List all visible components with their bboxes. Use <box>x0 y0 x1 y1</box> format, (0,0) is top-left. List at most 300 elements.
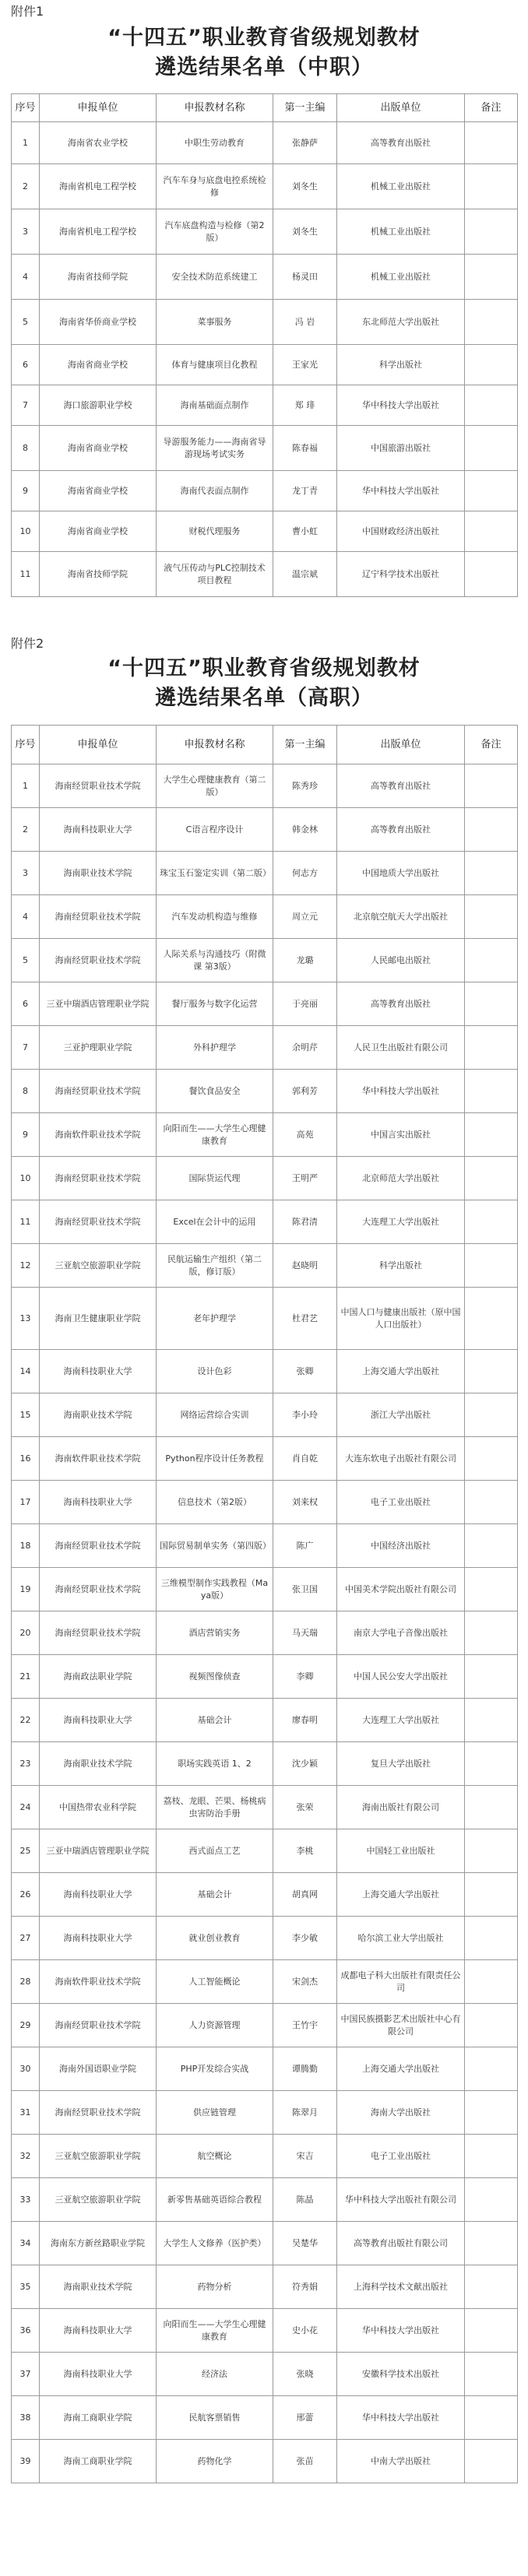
publisher-cell: 海南大学出版社 <box>337 2091 465 2135</box>
table-row <box>12 1960 518 2004</box>
chief-editor-cell: 沈少颖 <box>273 1742 337 1786</box>
publisher-cell: 电子工业出版社 <box>337 1481 465 1524</box>
publisher-cell: 东北师范大学出版社 <box>337 300 465 345</box>
remarks-cell <box>465 2396 518 2440</box>
table-row <box>12 982 518 1026</box>
serial-number-cell: 15 <box>12 1393 40 1437</box>
publisher-cell: 电子工业出版社 <box>337 2135 465 2178</box>
chief-editor-cell: 邢蕾 <box>273 2396 337 2440</box>
textbook-name-cell: 中职生劳动教育 <box>157 122 273 164</box>
publisher-cell: 中国财政经济出版社 <box>337 511 465 552</box>
textbook-name-cell: 药物分析 <box>157 2265 273 2309</box>
applicant-unit-cell: 海南科技职业大学 <box>40 1699 157 1742</box>
publisher-cell: 高等教育出版社 <box>337 982 465 1026</box>
table-row <box>12 808 518 852</box>
remarks-cell <box>465 982 518 1026</box>
publisher-cell: 高等教育出版社 <box>337 808 465 852</box>
serial-number-cell: 1 <box>12 764 40 808</box>
remarks-cell <box>465 471 518 511</box>
remarks-cell <box>465 300 518 345</box>
remarks-cell <box>465 852 518 895</box>
serial-number-cell: 6 <box>12 345 40 385</box>
chief-editor-cell: 张卫国 <box>273 1568 337 1611</box>
chief-editor-cell: 周立元 <box>273 895 337 939</box>
remarks-cell <box>465 1393 518 1437</box>
table-row <box>12 1288 518 1350</box>
remarks-cell <box>465 1917 518 1960</box>
remarks-cell <box>465 2222 518 2265</box>
table-row <box>12 1829 518 1873</box>
table-row <box>12 1244 518 1288</box>
applicant-unit-cell: 海南科技职业大学 <box>40 1873 157 1917</box>
serial-number-cell: 26 <box>12 1873 40 1917</box>
serial-number-cell: 18 <box>12 1524 40 1568</box>
textbook-name-cell: 餐厅服务与数字化运营 <box>157 982 273 1026</box>
table-row <box>12 471 518 511</box>
serial-number-cell: 10 <box>12 511 40 552</box>
serial-number-cell: 1 <box>12 122 40 164</box>
applicant-unit-cell: 海南东方新丝路职业学院 <box>40 2222 157 2265</box>
textbook-name-cell: 药物化学 <box>157 2440 273 2483</box>
table-row <box>12 1568 518 1611</box>
textbook-name-cell: 餐饮食品安全 <box>157 1070 273 1113</box>
applicant-unit-cell: 海南软件职业技术学院 <box>40 1113 157 1157</box>
table-row <box>12 852 518 895</box>
chief-editor-cell: 李小玲 <box>273 1393 337 1437</box>
textbook-name-cell: 导游服务能力——海南省导游现场考试实务 <box>157 426 273 471</box>
table-row <box>12 1350 518 1393</box>
table-row <box>12 1393 518 1437</box>
chief-editor-cell: 张晓 <box>273 2353 337 2396</box>
textbook-name-cell: 人力资源管理 <box>157 2004 273 2047</box>
table-header-row <box>12 726 518 764</box>
serial-number-cell: 32 <box>12 2135 40 2178</box>
section-1-title-line-2: 遴选结果名单（中职） <box>155 55 373 79</box>
textbook-name-cell: 国际货运代理 <box>157 1157 273 1200</box>
remarks-cell <box>465 2091 518 2135</box>
textbook-name-cell: 向阳而生——大学生心理健康教育 <box>157 2309 273 2353</box>
table-row <box>12 255 518 300</box>
chief-editor-cell: 马天瑞 <box>273 1611 337 1655</box>
publisher-cell: 华中科技大学出版社 <box>337 2396 465 2440</box>
chief-editor-cell: 张卿 <box>273 1350 337 1393</box>
serial-number-cell: 34 <box>12 2222 40 2265</box>
serial-number-cell: 13 <box>12 1288 40 1350</box>
chief-editor-cell: 陈君清 <box>273 1200 337 1244</box>
remarks-cell <box>465 1568 518 1611</box>
chief-editor-cell: 王竹宇 <box>273 2004 337 2047</box>
remarks-cell <box>465 1611 518 1655</box>
publisher-cell: 高等教育出版社 <box>337 764 465 808</box>
section-2-title-line-2: 遴选结果名单（高职） <box>155 686 373 710</box>
table-row <box>12 1917 518 1960</box>
chief-editor-cell: 陈广 <box>273 1524 337 1568</box>
publisher-cell: 高等教育出版社 <box>337 122 465 164</box>
serial-number-cell: 8 <box>12 1070 40 1113</box>
publisher-cell: 大连理工大学出版社 <box>337 1200 465 1244</box>
remarks-cell <box>465 552 518 597</box>
applicant-unit-cell: 海南科技职业大学 <box>40 1350 157 1393</box>
applicant-unit-cell: 三亚航空旅游职业学院 <box>40 2135 157 2178</box>
table-row <box>12 1524 518 1568</box>
column-header-publisher: 出版单位 <box>337 94 465 122</box>
remarks-cell <box>465 1350 518 1393</box>
textbook-name-cell: 财税代理服务 <box>157 511 273 552</box>
serial-number-cell: 37 <box>12 2353 40 2396</box>
applicant-unit-cell: 海南经贸职业技术学院 <box>40 2091 157 2135</box>
remarks-cell <box>465 122 518 164</box>
textbook-name-cell: 网络运营综合实训 <box>157 1393 273 1437</box>
textbook-name-cell: 人工智能概论 <box>157 1960 273 2004</box>
table-row <box>12 1742 518 1786</box>
chief-editor-cell: 张静萨 <box>273 122 337 164</box>
remarks-cell <box>465 511 518 552</box>
publisher-cell: 上海交通大学出版社 <box>337 2047 465 2091</box>
serial-number-cell: 2 <box>12 164 40 209</box>
applicant-unit-cell: 海南工商职业学院 <box>40 2440 157 2483</box>
column-header-textbook-name: 申报教材名称 <box>157 726 273 764</box>
textbook-name-cell: 向阳而生——大学生心理健康教育 <box>157 1113 273 1157</box>
applicant-unit-cell: 海南职业技术学院 <box>40 2265 157 2309</box>
chief-editor-cell: 韩金林 <box>273 808 337 852</box>
chief-editor-cell: 李卿 <box>273 1655 337 1699</box>
column-header-remarks: 备注 <box>465 726 518 764</box>
applicant-unit-cell: 海南软件职业技术学院 <box>40 1437 157 1481</box>
section-1-table <box>11 93 518 597</box>
remarks-cell <box>465 2004 518 2047</box>
textbook-name-cell: 汽车底盘构造与检修（第2版） <box>157 209 273 255</box>
serial-number-cell: 10 <box>12 1157 40 1200</box>
serial-number-cell: 9 <box>12 471 40 511</box>
applicant-unit-cell: 三亚中瑞酒店管理职业学院 <box>40 1829 157 1873</box>
remarks-cell <box>465 2047 518 2091</box>
textbook-name-cell: Python程序设计任务教程 <box>157 1437 273 1481</box>
table-row <box>12 2091 518 2135</box>
applicant-unit-cell: 三亚航空旅游职业学院 <box>40 1244 157 1288</box>
remarks-cell <box>465 1288 518 1350</box>
chief-editor-cell: 吴楚华 <box>273 2222 337 2265</box>
remarks-cell <box>465 2135 518 2178</box>
textbook-name-cell: 三维模型制作实践教程（Maya版） <box>157 1568 273 1611</box>
publisher-cell: 机械工业出版社 <box>337 164 465 209</box>
textbook-name-cell: 汽车车身与底盘电控系统检修 <box>157 164 273 209</box>
table-row <box>12 1873 518 1917</box>
remarks-cell <box>465 939 518 982</box>
column-header-publisher: 出版单位 <box>337 726 465 764</box>
remarks-cell <box>465 2440 518 2483</box>
chief-editor-cell: 杜君艺 <box>273 1288 337 1350</box>
chief-editor-cell: 龙丁青 <box>273 471 337 511</box>
chief-editor-cell: 史小花 <box>273 2309 337 2353</box>
column-header-applicant-unit: 申报单位 <box>40 94 157 122</box>
publisher-cell: 中国言实出版社 <box>337 1113 465 1157</box>
chief-editor-cell: 张苗 <box>273 2440 337 2483</box>
publisher-cell: 中国经济出版社 <box>337 1524 465 1568</box>
applicant-unit-cell: 海口旅游职业学校 <box>40 385 157 426</box>
publisher-cell: 科学出版社 <box>337 345 465 385</box>
chief-editor-cell: 肖自乾 <box>273 1437 337 1481</box>
textbook-name-cell: 液气压传动与PLC控制技术项目教程 <box>157 552 273 597</box>
serial-number-cell: 29 <box>12 2004 40 2047</box>
remarks-cell <box>465 1960 518 2004</box>
table-row <box>12 1070 518 1113</box>
chief-editor-cell: 赵晓明 <box>273 1244 337 1288</box>
serial-number-cell: 24 <box>12 1786 40 1829</box>
textbook-name-cell: 民航客票销售 <box>157 2396 273 2440</box>
applicant-unit-cell: 海南职业技术学院 <box>40 852 157 895</box>
remarks-cell <box>465 1873 518 1917</box>
table-row <box>12 164 518 209</box>
textbook-name-cell: 外科护理学 <box>157 1026 273 1070</box>
table-row <box>12 895 518 939</box>
table-row <box>12 2396 518 2440</box>
textbook-name-cell: 视频图像侦查 <box>157 1655 273 1699</box>
serial-number-cell: 6 <box>12 982 40 1026</box>
table-row <box>12 426 518 471</box>
table-row <box>12 511 518 552</box>
publisher-cell: 南京大学电子音像出版社 <box>337 1611 465 1655</box>
table-row <box>12 1026 518 1070</box>
table-row <box>12 1611 518 1655</box>
table-row <box>12 2440 518 2483</box>
column-header-textbook-name: 申报教材名称 <box>157 94 273 122</box>
chief-editor-cell: 郑 琲 <box>273 385 337 426</box>
publisher-cell: 高等教育出版社有限公司 <box>337 2222 465 2265</box>
serial-number-cell: 9 <box>12 1113 40 1157</box>
remarks-cell <box>465 345 518 385</box>
serial-number-cell: 39 <box>12 2440 40 2483</box>
serial-number-cell: 30 <box>12 2047 40 2091</box>
remarks-cell <box>465 1437 518 1481</box>
section-1-title-line-1: “十四五”职业教育省级规划教材 <box>107 26 421 50</box>
remarks-cell <box>465 2265 518 2309</box>
publisher-cell: 北京师范大学出版社 <box>337 1157 465 1200</box>
chief-editor-cell: 刘冬生 <box>273 164 337 209</box>
chief-editor-cell: 王明严 <box>273 1157 337 1200</box>
chief-editor-cell: 刘来权 <box>273 1481 337 1524</box>
applicant-unit-cell: 海南工商职业学院 <box>40 2396 157 2440</box>
remarks-cell <box>465 1481 518 1524</box>
applicant-unit-cell: 中国热带农业科学院 <box>40 1786 157 1829</box>
applicant-unit-cell: 海南经贸职业技术学院 <box>40 939 157 982</box>
remarks-cell <box>465 1655 518 1699</box>
textbook-name-cell: 海南代表面点制作 <box>157 471 273 511</box>
applicant-unit-cell: 海南软件职业技术学院 <box>40 1960 157 2004</box>
publisher-cell: 成都电子科大出版社有限责任公司 <box>337 1960 465 2004</box>
chief-editor-cell: 宋吉 <box>273 2135 337 2178</box>
column-header-chief-editor: 第一主编 <box>273 94 337 122</box>
publisher-cell: 中国人口与健康出版社（原中国人口出版社） <box>337 1288 465 1350</box>
applicant-unit-cell: 海南经贸职业技术学院 <box>40 1568 157 1611</box>
remarks-cell <box>465 255 518 300</box>
applicant-unit-cell: 海南省农业学校 <box>40 122 157 164</box>
table-row <box>12 1481 518 1524</box>
remarks-cell <box>465 164 518 209</box>
chief-editor-cell: 李桃 <box>273 1829 337 1873</box>
publisher-cell: 华中科技大学出版社 <box>337 1070 465 1113</box>
section-2-title-line-1: “十四五”职业教育省级规划教材 <box>107 656 421 680</box>
chief-editor-cell: 曹小虹 <box>273 511 337 552</box>
textbook-name-cell: 信息技术（第2版） <box>157 1481 273 1524</box>
publisher-cell: 中国美术学院出版社有限公司 <box>337 1568 465 1611</box>
applicant-unit-cell: 海南省技师学院 <box>40 552 157 597</box>
serial-number-cell: 7 <box>12 1026 40 1070</box>
chief-editor-cell: 陈春福 <box>273 426 337 471</box>
remarks-cell <box>465 1742 518 1786</box>
applicant-unit-cell: 三亚护理职业学院 <box>40 1026 157 1070</box>
chief-editor-cell: 何志方 <box>273 852 337 895</box>
serial-number-cell: 27 <box>12 1917 40 1960</box>
serial-number-cell: 23 <box>12 1742 40 1786</box>
remarks-cell <box>465 1524 518 1568</box>
textbook-name-cell: 珠宝玉石鉴定实训（第二版） <box>157 852 273 895</box>
publisher-cell: 人民邮电出版社 <box>337 939 465 982</box>
publisher-cell: 中国地质大学出版社 <box>337 852 465 895</box>
applicant-unit-cell: 海南省商业学校 <box>40 426 157 471</box>
remarks-cell <box>465 895 518 939</box>
column-header-applicant-unit: 申报单位 <box>40 726 157 764</box>
serial-number-cell: 2 <box>12 808 40 852</box>
table-row <box>12 1200 518 1244</box>
remarks-cell <box>465 426 518 471</box>
textbook-name-cell: 经济法 <box>157 2353 273 2396</box>
table-row <box>12 1699 518 1742</box>
column-header-serial-number: 序号 <box>12 94 40 122</box>
publisher-cell: 哈尔滨工业大学出版社 <box>337 1917 465 1960</box>
serial-number-cell: 35 <box>12 2265 40 2309</box>
publisher-cell: 浙江大学出版社 <box>337 1393 465 1437</box>
publisher-cell: 安徽科学技术出版社 <box>337 2353 465 2396</box>
applicant-unit-cell: 海南省技师学院 <box>40 255 157 300</box>
chief-editor-cell: 于亮丽 <box>273 982 337 1026</box>
applicant-unit-cell: 海南科技职业大学 <box>40 1481 157 1524</box>
applicant-unit-cell: 海南经贸职业技术学院 <box>40 1524 157 1568</box>
publisher-cell: 华中科技大学出版社 <box>337 385 465 426</box>
table-row <box>12 2004 518 2047</box>
table-row <box>12 2222 518 2265</box>
applicant-unit-cell: 海南经贸职业技术学院 <box>40 1611 157 1655</box>
chief-editor-cell: 王家光 <box>273 345 337 385</box>
chief-editor-cell: 陈秀珍 <box>273 764 337 808</box>
textbook-name-cell: 汽车发动机构造与维修 <box>157 895 273 939</box>
applicant-unit-cell: 海南省机电工程学校 <box>40 164 157 209</box>
chief-editor-cell: 冯 岩 <box>273 300 337 345</box>
table-header-row <box>12 94 518 122</box>
serial-number-cell: 36 <box>12 2309 40 2353</box>
column-header-serial-number: 序号 <box>12 726 40 764</box>
table-row <box>12 2265 518 2309</box>
serial-number-cell: 25 <box>12 1829 40 1873</box>
remarks-cell <box>465 1829 518 1873</box>
table-row <box>12 385 518 426</box>
table-row <box>12 2309 518 2353</box>
remarks-cell <box>465 1699 518 1742</box>
applicant-unit-cell: 海南经贸职业技术学院 <box>40 1070 157 1113</box>
serial-number-cell: 11 <box>12 552 40 597</box>
textbook-name-cell: 西式面点工艺 <box>157 1829 273 1873</box>
publisher-cell: 中国轻工业出版社 <box>337 1829 465 1873</box>
remarks-cell <box>465 1244 518 1288</box>
applicant-unit-cell: 海南科技职业大学 <box>40 1917 157 1960</box>
publisher-cell: 复旦大学出版社 <box>337 1742 465 1786</box>
textbook-name-cell: C语言程序设计 <box>157 808 273 852</box>
serial-number-cell: 5 <box>12 300 40 345</box>
table-row <box>12 209 518 255</box>
textbook-name-cell: 酒店营销实务 <box>157 1611 273 1655</box>
applicant-unit-cell: 海南政法职业学院 <box>40 1655 157 1699</box>
annex-1-label: 附件1 <box>11 4 44 19</box>
serial-number-cell: 31 <box>12 2091 40 2135</box>
publisher-cell: 大连东软电子出版社有限公司 <box>337 1437 465 1481</box>
remarks-cell <box>465 764 518 808</box>
publisher-cell: 人民卫生出版社有限公司 <box>337 1026 465 1070</box>
publisher-cell: 大连理工大学出版社 <box>337 1699 465 1742</box>
annex-2-label: 附件2 <box>11 636 44 651</box>
textbook-name-cell: 供应链管理 <box>157 2091 273 2135</box>
textbook-name-cell: 民航运输生产组织（第二版，修订版） <box>157 1244 273 1288</box>
table-row <box>12 300 518 345</box>
serial-number-cell: 4 <box>12 895 40 939</box>
remarks-cell <box>465 1786 518 1829</box>
serial-number-cell: 8 <box>12 426 40 471</box>
publisher-cell: 中国旅游出版社 <box>337 426 465 471</box>
table-row <box>12 345 518 385</box>
publisher-cell: 中南大学出版社 <box>337 2440 465 2483</box>
serial-number-cell: 4 <box>12 255 40 300</box>
applicant-unit-cell: 海南省华侨商业学校 <box>40 300 157 345</box>
publisher-cell: 中国民族摄影艺术出版社中心有限公司 <box>337 2004 465 2047</box>
column-header-remarks: 备注 <box>465 94 518 122</box>
serial-number-cell: 33 <box>12 2178 40 2222</box>
textbook-name-cell: PHP开发综合实战 <box>157 2047 273 2091</box>
chief-editor-cell: 高苑 <box>273 1113 337 1157</box>
publisher-cell: 华中科技大学出版社 <box>337 2309 465 2353</box>
textbook-name-cell: 大学生心理健康教育（第二版） <box>157 764 273 808</box>
textbook-name-cell: 国际贸易制单实务（第四版） <box>157 1524 273 1568</box>
serial-number-cell: 3 <box>12 209 40 255</box>
applicant-unit-cell: 海南卫生健康职业学院 <box>40 1288 157 1350</box>
chief-editor-cell: 余明芹 <box>273 1026 337 1070</box>
remarks-cell <box>465 1113 518 1157</box>
table-row <box>12 1437 518 1481</box>
table-row <box>12 1786 518 1829</box>
applicant-unit-cell: 海南经贸职业技术学院 <box>40 764 157 808</box>
chief-editor-cell: 符秀娟 <box>273 2265 337 2309</box>
publisher-cell: 辽宁科学技术出版社 <box>337 552 465 597</box>
chief-editor-cell: 张荣 <box>273 1786 337 1829</box>
serial-number-cell: 11 <box>12 1200 40 1244</box>
remarks-cell <box>465 2309 518 2353</box>
textbook-name-cell: 职场实践英语 1、2 <box>157 1742 273 1786</box>
publisher-cell: 机械工业出版社 <box>337 209 465 255</box>
applicant-unit-cell: 海南经贸职业技术学院 <box>40 1157 157 1200</box>
remarks-cell <box>465 1157 518 1200</box>
applicant-unit-cell: 海南省机电工程学校 <box>40 209 157 255</box>
applicant-unit-cell: 海南外国语职业学院 <box>40 2047 157 2091</box>
table-row <box>12 1655 518 1699</box>
textbook-name-cell: 海南基础面点制作 <box>157 385 273 426</box>
textbook-name-cell: 老年护理学 <box>157 1288 273 1350</box>
textbook-name-cell: 航空概论 <box>157 2135 273 2178</box>
chief-editor-cell: 陈翠月 <box>273 2091 337 2135</box>
publisher-cell: 北京航空航天大学出版社 <box>337 895 465 939</box>
applicant-unit-cell: 海南省商业学校 <box>40 471 157 511</box>
applicant-unit-cell: 海南科技职业大学 <box>40 2309 157 2353</box>
table-row <box>12 1157 518 1200</box>
textbook-name-cell: 体育与健康项目化教程 <box>157 345 273 385</box>
chief-editor-cell: 刘冬生 <box>273 209 337 255</box>
table-row <box>12 1113 518 1157</box>
